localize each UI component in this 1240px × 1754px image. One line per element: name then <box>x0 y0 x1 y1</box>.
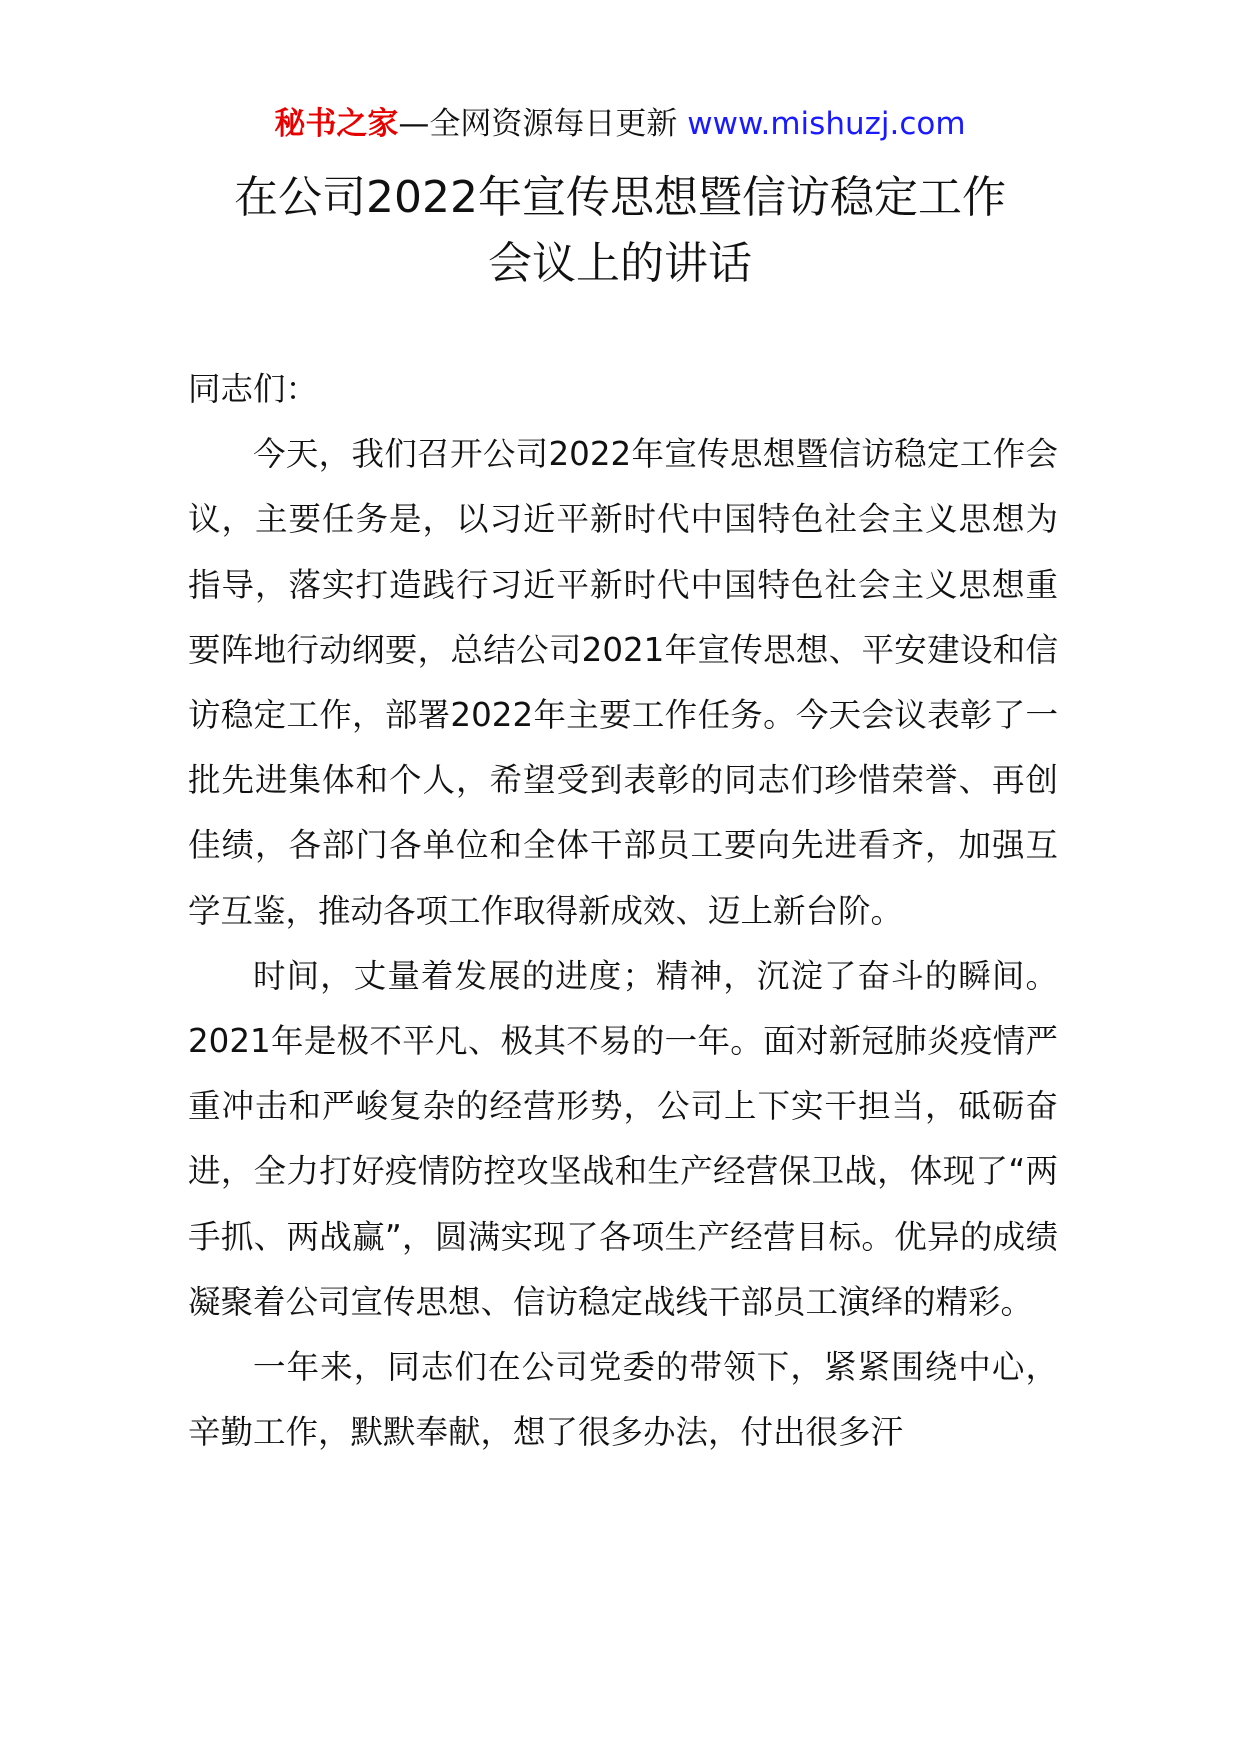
salutation: 同志们： <box>188 370 319 408</box>
site-header <box>0 104 1240 144</box>
title-line-1: 在公司2022年宣传思想暨信访稳定工作 <box>234 172 1006 223</box>
paragraph-2: 时间，丈量着发展的进度；精神，沉淀了奋斗的瞬间。2021年是极不平凡、极其不易的一年。面对新冠肺炎疫情严重冲击和严峻复杂的经营形势，公司上下实干担当，砥砺奋进，全力打好疫情防控攻坚战和生产经营保卫战，体现了“两手抓、两战赢”，圆满实现了各项生产经营目标。优异的成绩凝聚着公司宣传思想、信访稳定战线干部员工演绎的精彩。 <box>188 956 1058 1321</box>
header-slogan: —全网资源每日更新 <box>398 106 678 142</box>
paragraph-1: 今天，我们召开公司2022年宣传思想暨信访稳定工作会议，主要任务是，以习近平新时代中国特色社会主义思想为指导，落实打造践行习近平新时代中国特色社会主义思想重要阵地行动纲要，总结公司2021年宣传思想、平安建设和信访稳定工作，部署2022年主要工作任务。今天会议表彰了一批先进集体和个人，希望受到表彰的同志们珍惜荣誉、再创佳绩，各部门各单位和全体干部员工要向先进看齐，加强互学互鉴，推动各项工作取得新成效、迈上新台阶。 <box>188 435 1058 930</box>
brand-name: 秘书之家 <box>274 106 399 142</box>
document-body <box>188 357 1058 1465</box>
site-url-link[interactable]: www.mishuzj.com <box>687 106 966 142</box>
document-title <box>0 165 1240 297</box>
paragraph-3: 一年来，同志们在公司党委的带领下，紧紧围绕中心，辛勤工作，默默奉献，想了很多办法，付出很多汗 <box>188 1348 1058 1452</box>
title-line-2: 会议上的讲话 <box>488 238 752 289</box>
